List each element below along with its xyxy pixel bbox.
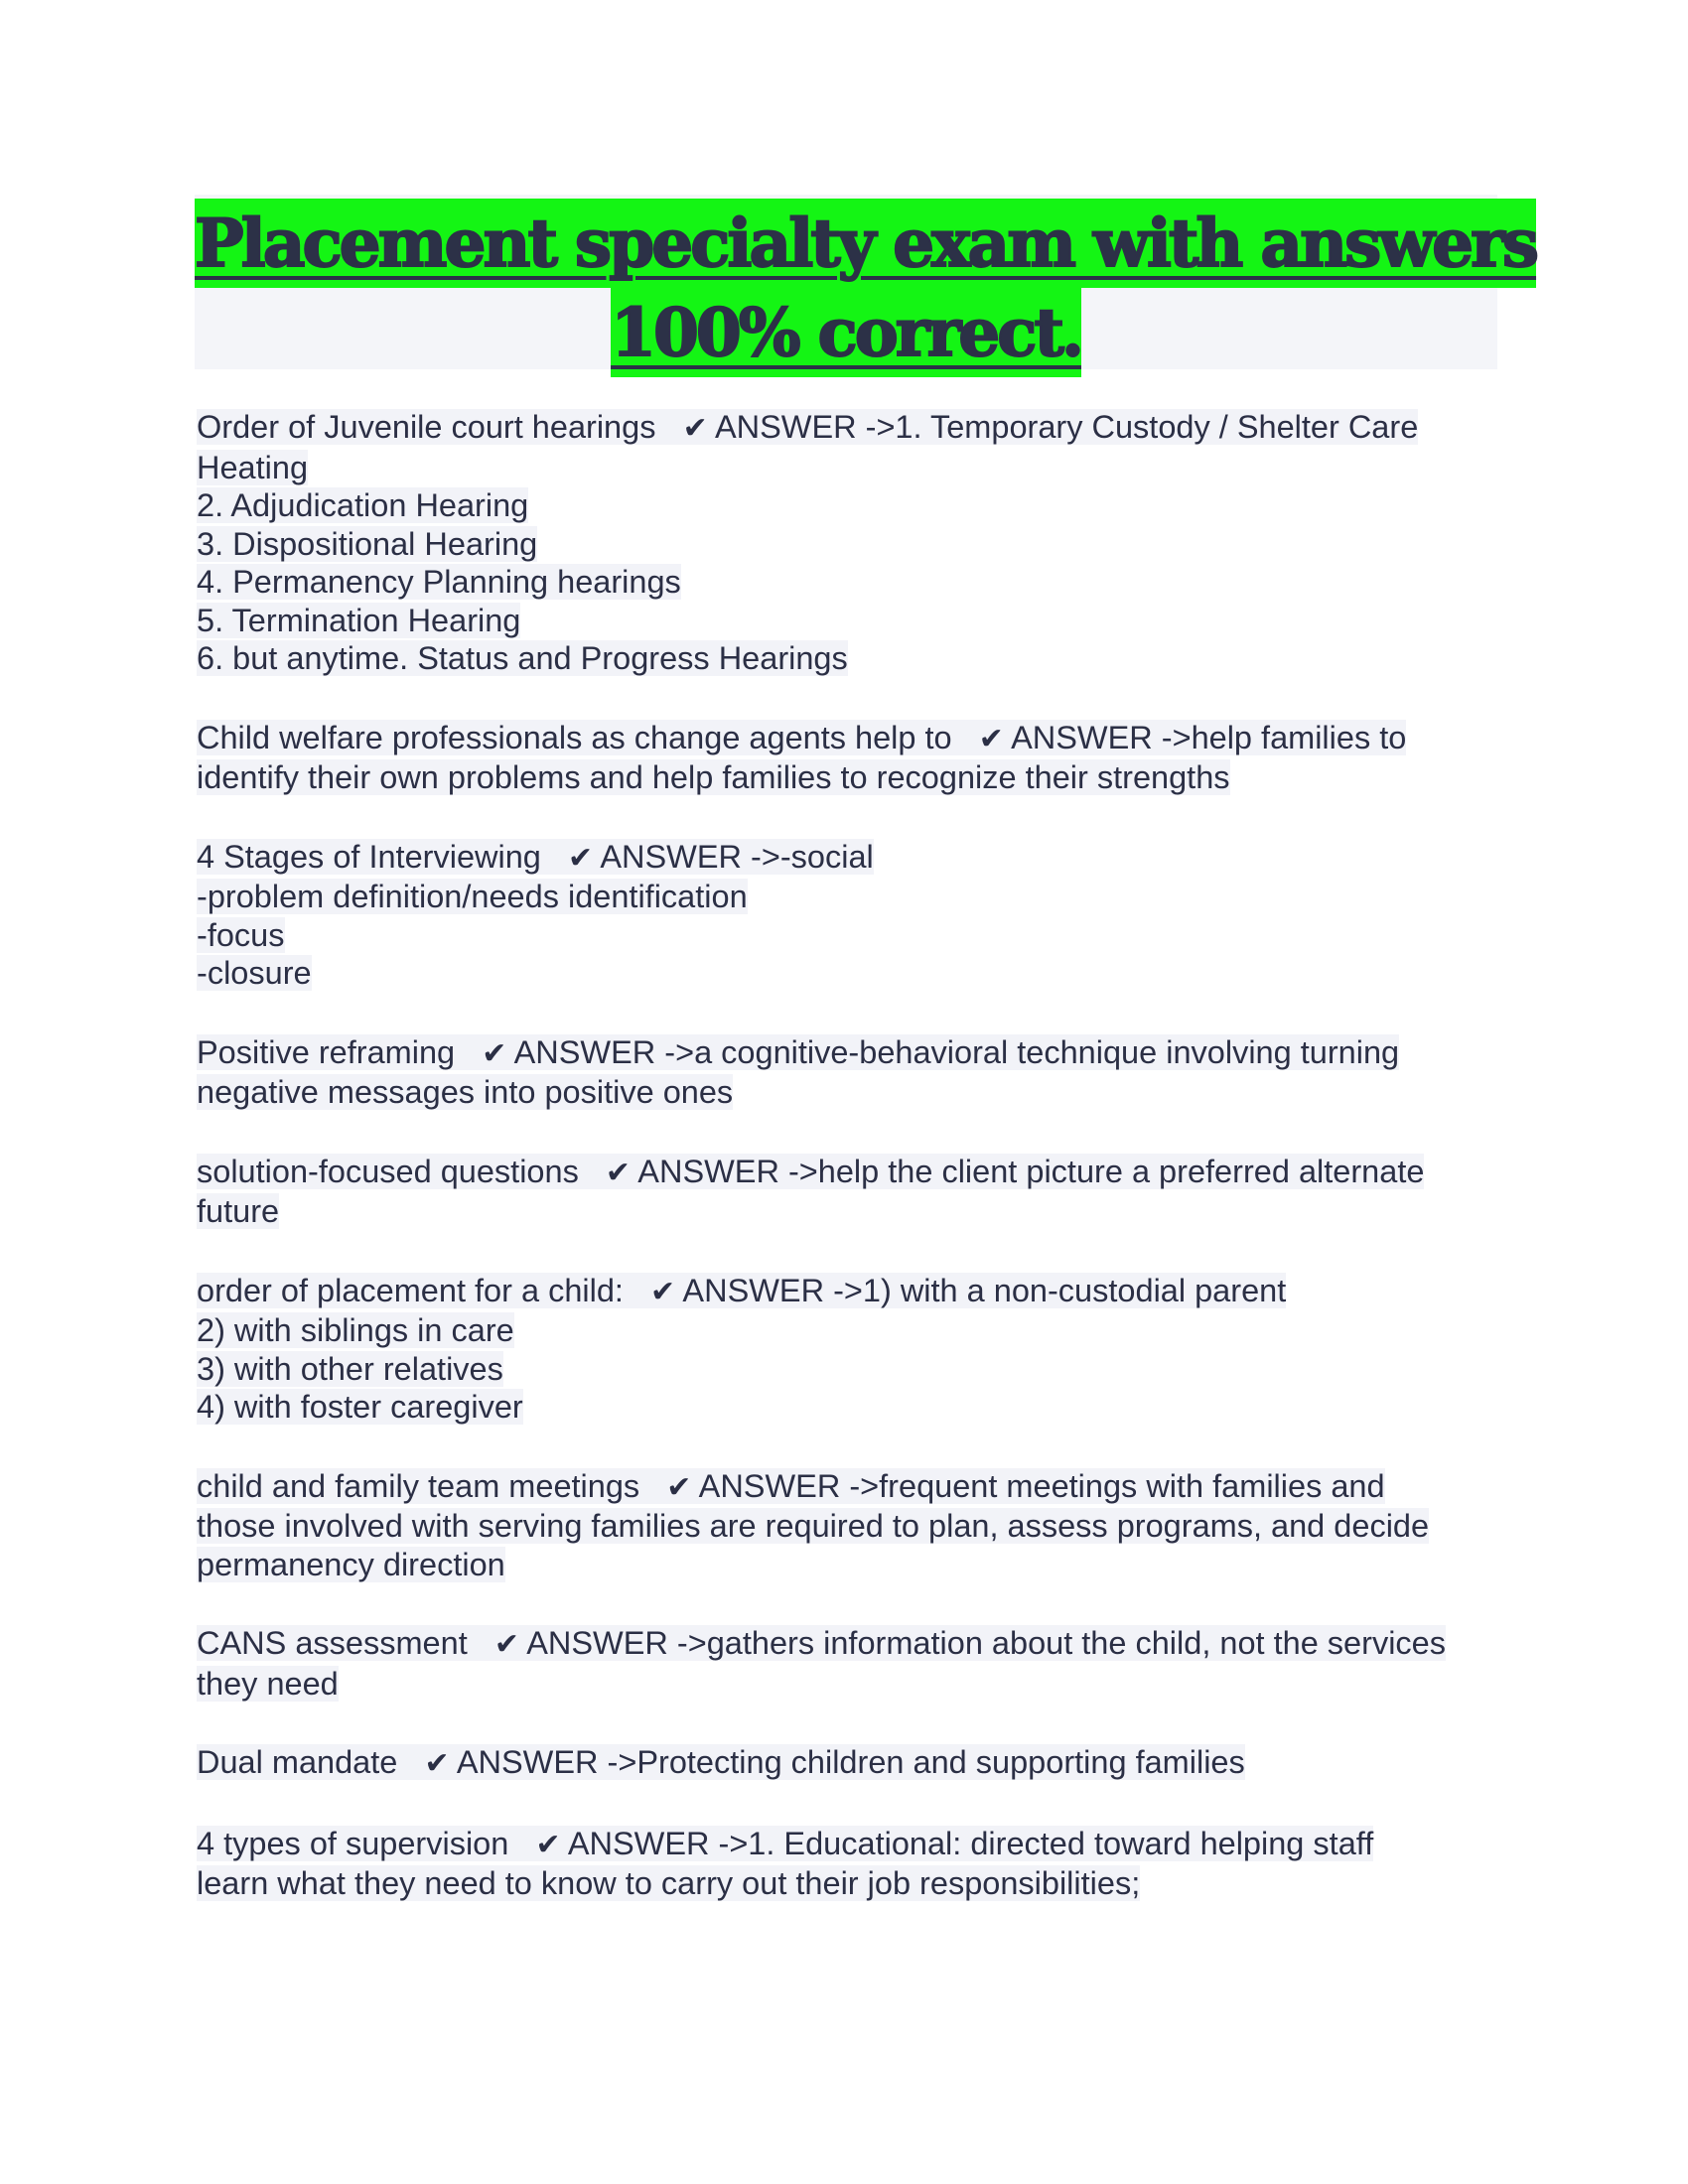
question-text: 4 Stages of Interviewing — [197, 838, 541, 875]
answer-text: those involved with serving families are required to plan, assess programs, and decide — [197, 1508, 1430, 1544]
answer-text: -focus — [197, 916, 285, 953]
highlighted-text — [197, 1034, 1399, 1070]
question-text: child and family team meetings — [197, 1467, 640, 1504]
qa-first-line — [197, 408, 1507, 449]
checkmark-icon: ✔ — [682, 411, 708, 446]
answer-text: learn what they need to know to carry out their job responsibilities; — [197, 1865, 1141, 1901]
qa-first-line — [197, 1467, 1507, 1508]
answer-line — [197, 1864, 1507, 1903]
answer-text: 2. Adjudication Hearing — [197, 487, 529, 523]
answer-line — [197, 1388, 1507, 1427]
qa-item — [197, 1825, 1507, 1903]
answer-prefix: ANSWER -> — [631, 1153, 818, 1189]
answer-text: gathers information about the child, not the services — [706, 1625, 1446, 1661]
highlighted-text — [197, 564, 681, 600]
answer-text: 3. Dispositional Hearing — [197, 525, 538, 562]
answer-text: help the client picture a preferred alternate — [817, 1153, 1425, 1189]
answer-line — [197, 449, 1507, 487]
highlighted-text — [197, 1625, 1446, 1661]
answer-line — [197, 486, 1507, 525]
answer-line — [197, 525, 1507, 564]
qa-first-line — [197, 838, 1507, 879]
highlighted-text — [197, 487, 528, 523]
highlighted-text — [197, 1508, 1429, 1544]
answer-line — [197, 878, 1507, 916]
question-text: Positive reframing — [197, 1033, 456, 1070]
highlighted-text — [197, 1547, 505, 1582]
answer-line — [197, 954, 1507, 993]
highlighted-text — [197, 526, 537, 562]
highlighted-text — [197, 720, 1406, 755]
checkmark-icon: ✔ — [567, 840, 594, 876]
question-text: solution-focused questions — [197, 1153, 579, 1189]
qa-item — [197, 1033, 1507, 1112]
highlighted-text — [197, 1312, 514, 1348]
highlighted-text — [197, 640, 848, 676]
answer-text: 1. Educational: directed toward helping staff — [748, 1825, 1374, 1861]
answer-line — [197, 1311, 1507, 1350]
checkmark-icon: ✔ — [605, 1155, 632, 1190]
qa-item — [197, 1272, 1507, 1427]
highlighted-text — [197, 1074, 733, 1110]
answer-text: -social — [779, 838, 874, 875]
qa-first-line — [197, 1272, 1507, 1312]
highlighted-text — [197, 1351, 503, 1387]
answer-line — [197, 1192, 1507, 1231]
highlighted-text — [197, 759, 1230, 795]
answer-text: they need — [197, 1665, 339, 1702]
highlighted-text — [197, 1154, 1424, 1189]
qa-first-line — [197, 1743, 1507, 1784]
highlighted-text — [197, 1744, 1245, 1780]
question-text: order of placement for a child: — [197, 1272, 624, 1308]
answer-text: help families to — [1191, 719, 1407, 755]
answer-line — [197, 758, 1507, 797]
checkmark-icon: ✔ — [650, 1274, 676, 1309]
checkmark-icon: ✔ — [482, 1035, 507, 1071]
answer-text: a cognitive-behavioral technique involving turning — [694, 1033, 1400, 1070]
answer-line — [197, 916, 1507, 955]
question-text: CANS assessment — [197, 1625, 468, 1661]
answer-text: identify their own problems and help families to recognize their strengths — [197, 759, 1230, 795]
answer-line — [197, 1546, 1507, 1584]
qa-item — [197, 1467, 1507, 1584]
answer-text: 6. but anytime. Status and Progress Hearings — [197, 640, 848, 676]
answer-text: -closure — [197, 955, 312, 991]
answer-prefix: ANSWER -> — [707, 409, 896, 445]
highlighted-text — [197, 1193, 279, 1229]
qa-item — [197, 1743, 1507, 1784]
checkmark-icon: ✔ — [535, 1827, 561, 1862]
answer-text: permanency direction — [197, 1546, 505, 1582]
answer-prefix: ANSWER -> — [506, 1033, 695, 1070]
question-text: Dual mandate — [197, 1744, 398, 1780]
highlighted-text — [197, 955, 312, 991]
highlighted-text — [197, 1666, 339, 1702]
document-title — [195, 195, 1537, 371]
qa-first-line — [197, 1033, 1507, 1074]
answer-text: Protecting children and supporting families — [636, 1744, 1245, 1780]
answer-prefix: ANSWER -> — [593, 838, 780, 875]
qa-first-line — [197, 1825, 1507, 1865]
checkmark-icon: ✔ — [424, 1746, 450, 1781]
highlighted-text — [197, 1865, 1140, 1901]
answer-line — [197, 1350, 1507, 1389]
highlighted-text — [197, 1273, 1286, 1308]
checkmark-icon: ✔ — [978, 721, 1004, 756]
answer-text: future — [197, 1193, 280, 1229]
answer-prefix: ANSWER -> — [560, 1825, 749, 1861]
answer-prefix: ANSWER -> — [1003, 719, 1192, 755]
answer-text: 5. Termination Hearing — [197, 602, 521, 638]
answer-text: 3) with other relatives — [197, 1350, 503, 1387]
answer-prefix: ANSWER -> — [518, 1625, 707, 1661]
answer-line — [197, 602, 1507, 640]
answer-line — [197, 1507, 1507, 1546]
qa-item — [197, 1624, 1507, 1703]
answer-line — [197, 563, 1507, 602]
answer-line — [197, 639, 1507, 678]
qa-first-line — [197, 719, 1507, 759]
highlighted-text — [197, 917, 285, 953]
highlighted-text — [197, 1389, 523, 1425]
question-text: 4 types of supervision — [197, 1825, 509, 1861]
checkmark-icon: ✔ — [493, 1627, 519, 1662]
highlighted-text — [197, 839, 874, 875]
answer-prefix: ANSWER -> — [675, 1272, 863, 1308]
highlighted-text — [197, 879, 748, 914]
answer-prefix: ANSWER -> — [691, 1467, 880, 1504]
title-line-1: Placement specialty exam with answers — [195, 199, 1536, 288]
answer-line — [197, 1073, 1507, 1112]
highlighted-text — [197, 1468, 1385, 1504]
qa-item — [197, 1153, 1507, 1231]
highlighted-text — [197, 603, 520, 638]
answer-text: 2) with siblings in care — [197, 1312, 514, 1348]
answer-text: 1) with a non-custodial parent — [862, 1272, 1287, 1308]
title-line-2: 100% correct. — [611, 288, 1081, 377]
answer-prefix: ANSWER -> — [449, 1744, 637, 1780]
answer-text: 4. Permanency Planning hearings — [197, 564, 681, 600]
checkmark-icon: ✔ — [666, 1469, 692, 1505]
answer-text: negative messages into positive ones — [197, 1074, 734, 1110]
answer-text: -problem definition/needs identification — [197, 879, 748, 914]
qa-item — [197, 719, 1507, 797]
qa-list — [197, 408, 1507, 1944]
answer-text: 1. Temporary Custody / Shelter Care — [895, 409, 1419, 445]
qa-first-line — [197, 1153, 1507, 1193]
answer-line — [197, 1665, 1507, 1704]
highlighted-text — [197, 450, 308, 485]
answer-text: Heating — [197, 449, 309, 485]
qa-item — [197, 408, 1507, 678]
qa-item — [197, 838, 1507, 993]
answer-text: frequent meetings with families and — [879, 1467, 1385, 1504]
highlighted-text — [197, 1826, 1373, 1861]
answer-text: 4) with foster caregiver — [197, 1389, 523, 1425]
highlighted-text — [197, 409, 1418, 445]
question-text: Order of Juvenile court hearings — [197, 409, 656, 445]
qa-first-line — [197, 1624, 1507, 1665]
question-text: Child welfare professionals as change agents help to — [197, 719, 952, 755]
